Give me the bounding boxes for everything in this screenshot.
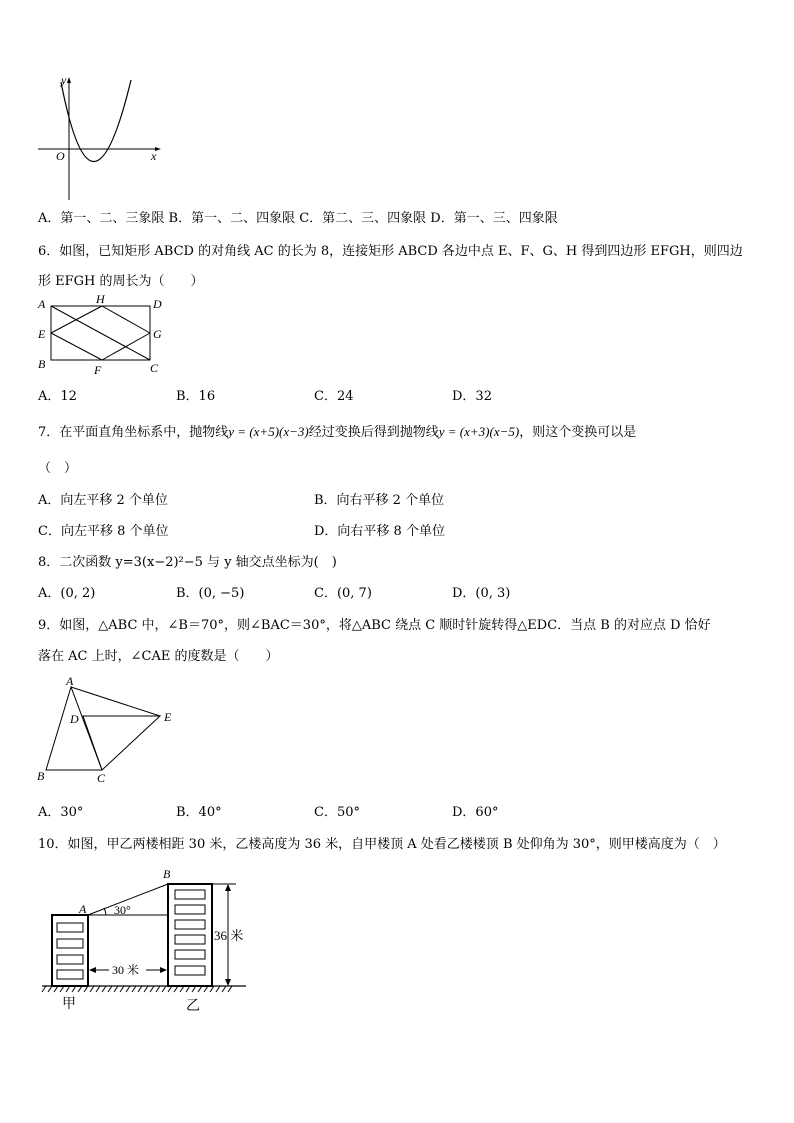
q6-label-e: E (38, 327, 46, 341)
q9-label-e: E (164, 710, 172, 724)
q8-option-a: A．(0, 2) (38, 586, 96, 601)
q9-option-b: B．40° (176, 805, 222, 820)
q6-option-a: A．12 (38, 389, 77, 404)
q6-label-a: A (38, 297, 46, 311)
q5-origin-label: O (56, 149, 65, 163)
q7-option-b: B．向右平移 2 个单位 (314, 493, 445, 508)
q6-label-f: F (94, 363, 102, 377)
q5-options: A．第一、二、三象限 B．第一、二、四象限 C．第二、三、四象限 D．第一、三、四象限 (38, 211, 558, 226)
q6-label-h: H (96, 292, 105, 306)
q9-label-c: C (97, 771, 106, 785)
q8-text: 8．二次函数 y=3(x−2)²−5 与 y 轴交点坐标为( ) (38, 555, 337, 570)
q10-label-b: B (163, 867, 171, 881)
q7-option-a: A．向左平移 2 个单位 (38, 493, 168, 508)
q6-option-d: D．32 (452, 389, 492, 404)
q9-option-c: C．50° (314, 805, 360, 820)
q7-option-d: D．向右平移 8 个单位 (314, 524, 445, 539)
q6-text-line1: 6．如图，已知矩形 ABCD 的对角线 AC 的长为 8，连接矩形 ABCD 各边中点 E、F、G、H 得到四边形 EFGH，则四边 (38, 244, 743, 259)
q9-option-a: A．30° (38, 805, 84, 820)
q10-buildings-figure (36, 862, 256, 1017)
q5-y-label: y (61, 73, 67, 87)
q10-height-label: 36 米 (214, 928, 244, 943)
q10-distance-label: 30 米 (112, 963, 140, 977)
q7-text-mid: 经过变换后得到抛物线 (308, 425, 439, 440)
q5-parabola-figure (36, 72, 166, 202)
q8-option-d: D．(0, 3) (452, 586, 511, 601)
q6-option-b: B．16 (176, 389, 216, 404)
q6-label-d: D (153, 297, 162, 311)
q10-building2-label: 乙 (186, 999, 200, 1014)
q6-option-c: C．24 (314, 389, 354, 404)
q7-formula-1: y = (x+5)(x−3) (228, 424, 309, 439)
q6-label-g: G (153, 327, 162, 341)
q9-triangle-figure (34, 672, 184, 787)
q7-formula-2: y = (x+3)(x−5) (438, 424, 520, 439)
q9-label-b: B (37, 769, 45, 783)
q9-option-d: D．60° (452, 805, 499, 820)
q7-blank: （ ） (38, 461, 78, 476)
q10-building1-label: 甲 (62, 997, 76, 1012)
q10-label-a: A (79, 902, 87, 916)
q6-label-b: B (38, 357, 46, 371)
q5-x-label: x (151, 149, 157, 163)
q7-text (38, 421, 636, 440)
q6-label-c: C (150, 361, 159, 375)
q10-text: 10．如图，甲乙两楼相距 30 米，乙楼高度为 36 米，自甲楼顶 A 处看乙楼楼顶 B 处仰角为 30°，则甲楼高度为（ ） (38, 837, 726, 852)
q10-angle-label: 30° (114, 903, 131, 917)
q9-text-line1: 9．如图，△ABC 中，∠B＝70°，则∠BAC＝30°，将△ABC 绕点 C 顺时针旋转得△EDC．当点 B 的对应点 D 恰好 (38, 618, 711, 633)
q9-label-a: A (66, 674, 74, 688)
q8-option-c: C．(0, 7) (314, 586, 372, 601)
q9-label-d: D (70, 712, 79, 726)
q6-rectangle-figure (36, 292, 171, 378)
q7-text-pre: 7．在平面直角坐标系中，抛物线 (38, 425, 229, 440)
q8-option-b: B．(0, −5) (176, 586, 245, 601)
q9-text-line2: 落在 AC 上时，∠CAE 的度数是（ ） (38, 649, 279, 664)
q7-option-c: C．向左平移 8 个单位 (38, 524, 169, 539)
q7-text-post: ，则这个变换可以是 (519, 425, 637, 440)
q6-text-line2: 形 EFGH 的周长为（ ） (38, 274, 204, 289)
